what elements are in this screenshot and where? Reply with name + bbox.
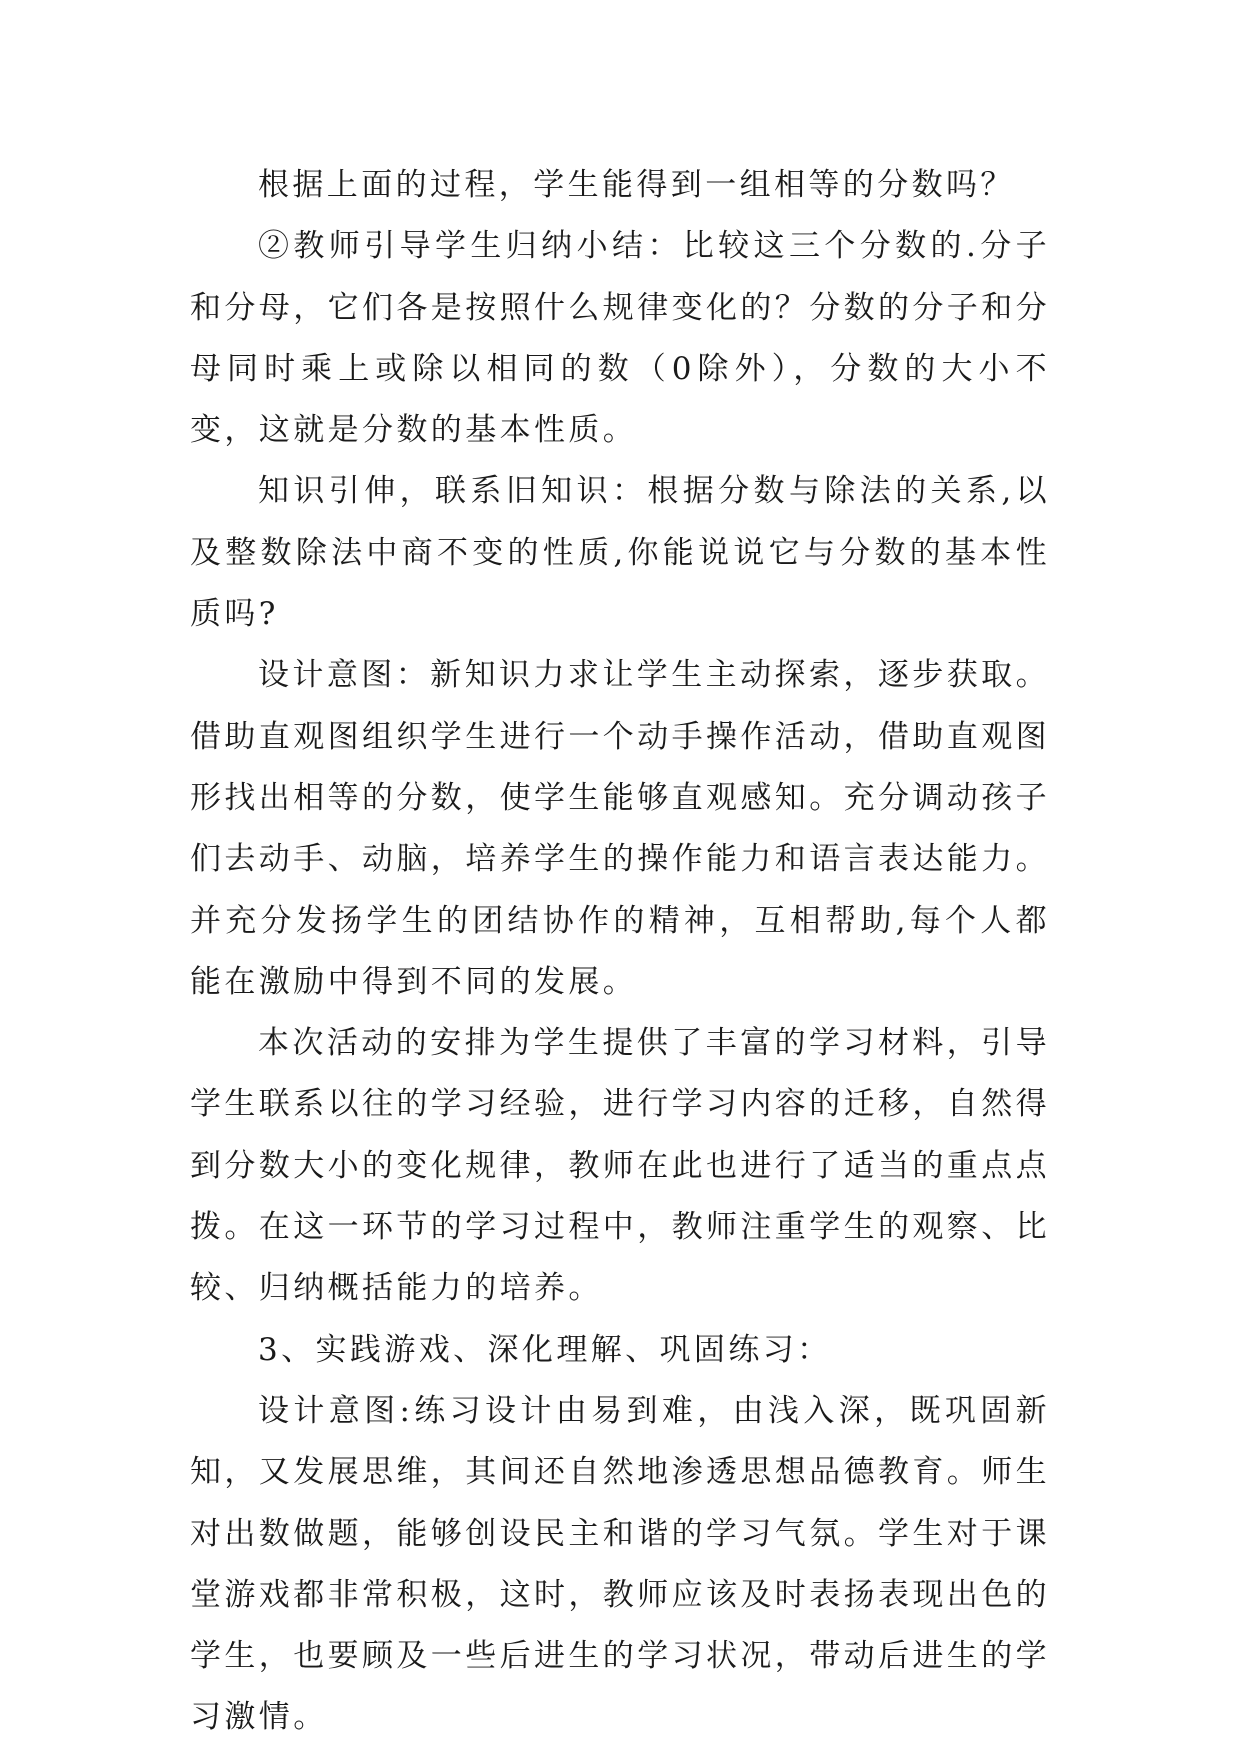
paragraph-design-intent-1: 设计意图：新知识力求让学生主动探索，逐步获取。借助直观图组织学生进行一个动手操作活动，借助直观图形找出相等的分数，使学生能够直观感知。充分调动孩子们去动手、动脑，培养学生的操作能力和语言表达能力。并充分发扬学生的团结协作的精神，互相帮助,每个人都能在激励中得到不同的发展。 — [190, 657, 1050, 1000]
section-heading-practice-game: 3、实践游戏、深化理解、巩固练习： — [258, 1331, 832, 1368]
paragraph-summary-basic-property: ②教师引导学生归纳小结：比较这三个分数的.分子和分母，它们各是按照什么规律变化的？分数的分子和分母同时乘上或除以相同的数（0除外），分数的大小不变，这就是分数的基本性质。 — [190, 228, 1050, 449]
paragraph-knowledge-extension: 知识引伸，联系旧知识：根据分数与除法的关系,以及整数除法中商不变的性质,你能说说它与分数的基本性质吗? — [190, 473, 1050, 633]
paragraph-equal-fractions-question: 根据上面的过程，学生能得到一组相等的分数吗？ — [258, 167, 1015, 203]
paragraph-design-intent-2: 设计意图:练习设计由易到难，由浅入深，既巩固新知，又发展思维，其间还自然地渗透思想品德教育。师生对出数做题，能够创设民主和谐的学习气氛。学生对于课堂游戏都非常积极，这时，教师应该及时表扬表现出色的学生，也要顾及一些后进生的学习状况，带动后进生的学习激情。 — [190, 1392, 1050, 1736]
document-body — [190, 155, 1050, 1749]
paragraph-activity-arrangement: 本次活动的安排为学生提供了丰富的学习材料，引导学生联系以往的学习经验，进行学习内容的迁移，自然得到分数大小的变化规律，教师在此也进行了适当的重点点拨。在这一环节的学习过程中，教师注重学生的观察、比较、归纳概括能力的培养。 — [190, 1025, 1050, 1307]
